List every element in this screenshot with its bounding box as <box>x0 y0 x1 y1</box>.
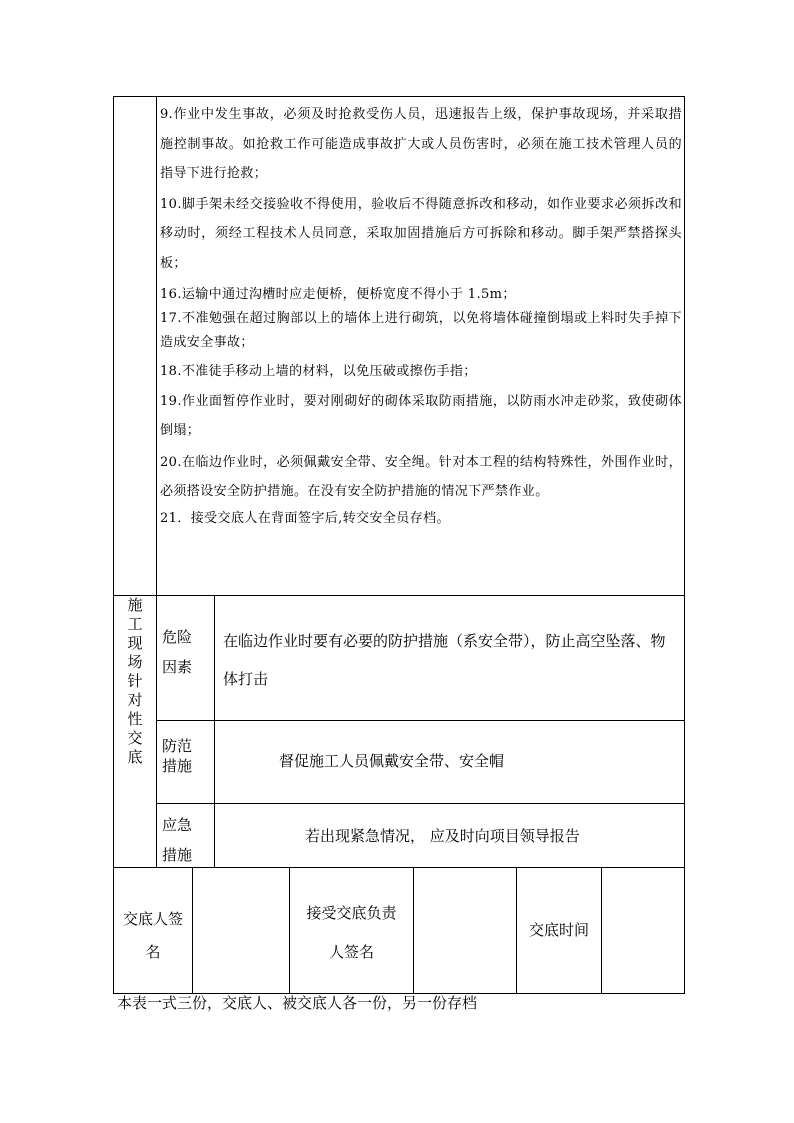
section-label-char: 工 <box>127 615 143 633</box>
discloser-label-line: 交底人签 <box>122 910 183 928</box>
label-column-divider <box>214 595 215 867</box>
prevention-label-line: 防范 <box>162 737 193 755</box>
section-label-char: 场 <box>127 653 143 671</box>
rule-item: 20.在临边作业时，必须佩戴安全带、安全绳。针对本工程的结构特殊性，外围作业时，必须搭设安全防护措施。在没有安全防护措施的情况下严禁作业。 <box>160 454 682 499</box>
prevention-content: 督促施工人员佩戴安全带、安全帽 <box>279 752 505 770</box>
signature-row-divider <box>113 867 685 868</box>
prevention-row-divider <box>156 803 685 804</box>
discloser-signature-label <box>114 903 192 969</box>
prevention-label <box>162 736 192 776</box>
hazard-label-line: 因素 <box>162 658 193 676</box>
left-column-divider <box>156 96 157 867</box>
prevention-label-line: 措施 <box>162 757 193 775</box>
rule-item: 19.作业面暂停作业时，要对刚砌好的砌体采取防雨措施，以防雨水冲走砂浆，致使砌体倒塌； <box>160 393 682 438</box>
signature-col-1 <box>192 867 193 994</box>
safety-rules-list <box>160 100 682 531</box>
rule-item: 9.作业中发生事故，必须及时抢救受伤人员，迅速报告上级，保护事故现场，并采取措施控制事故。如抢救工作可能造成事故扩大或人员伤害时，必须在施工技术管理人员的指导下进行抢救； <box>160 107 682 181</box>
section-label-char: 现 <box>127 634 143 652</box>
signature-col-5 <box>601 867 602 994</box>
disclosure-time-label: 交底时间 <box>528 921 589 939</box>
section-label-vertical <box>114 596 156 767</box>
discloser-label-line: 名 <box>145 943 161 961</box>
hazard-label-line: 危险 <box>162 628 193 646</box>
rule-item: 10.脚手架未经交接验收不得使用，验收后不得随意拆改和移动，如作业要求必须拆改和移动时，须经工程技术人员同意，采取加固措施后方可拆除和移动。脚手架严禁搭探头板； <box>160 196 682 271</box>
receiver-label-line: 接受交底负责 <box>306 904 397 922</box>
emergency-label-line: 措施 <box>162 846 193 864</box>
receiver-label-line: 人签名 <box>328 943 374 961</box>
emergency-label <box>162 810 192 870</box>
section-label-char: 交 <box>127 729 143 747</box>
rule-item: 17.不准勉强在超过胸部以上的墙体上进行砌筑，以免将墙体碰撞倒塌或上料时失手掉下造成安全事故； <box>160 311 682 350</box>
rule-item: 21．接受交底人在背面签字后,转交安全员存档。 <box>160 510 450 526</box>
footnote: 本表一式三份，交底人、被交底人各一份，另一份存档 <box>117 994 478 1012</box>
receiver-signature-label <box>290 894 413 972</box>
rule-item: 16.运输中通过沟槽时应走便桥，便桥宽度不得小于 1.5m； <box>160 287 516 302</box>
hazard-label <box>162 622 192 682</box>
hazard-content: 在临边作业时要有必要的防护措施（系安全带），防止高空坠落、物体打击 <box>223 632 666 688</box>
section-label-char: 针 <box>127 672 143 690</box>
section-label-char: 底 <box>127 748 143 766</box>
hazard-row-divider <box>156 720 685 721</box>
signature-col-3 <box>413 867 414 994</box>
emergency-content: 若出现紧急情况， 应及时向项目领导报告 <box>305 827 580 845</box>
section-label-char: 施 <box>127 596 143 614</box>
section-label-char: 对 <box>127 691 143 709</box>
section-label-char: 性 <box>127 710 143 728</box>
emergency-label-line: 应急 <box>162 816 193 834</box>
rules-section-divider <box>113 595 685 596</box>
rule-item: 18.不准徒手移动上墙的材料，以免压破或擦伤手指； <box>160 364 477 379</box>
